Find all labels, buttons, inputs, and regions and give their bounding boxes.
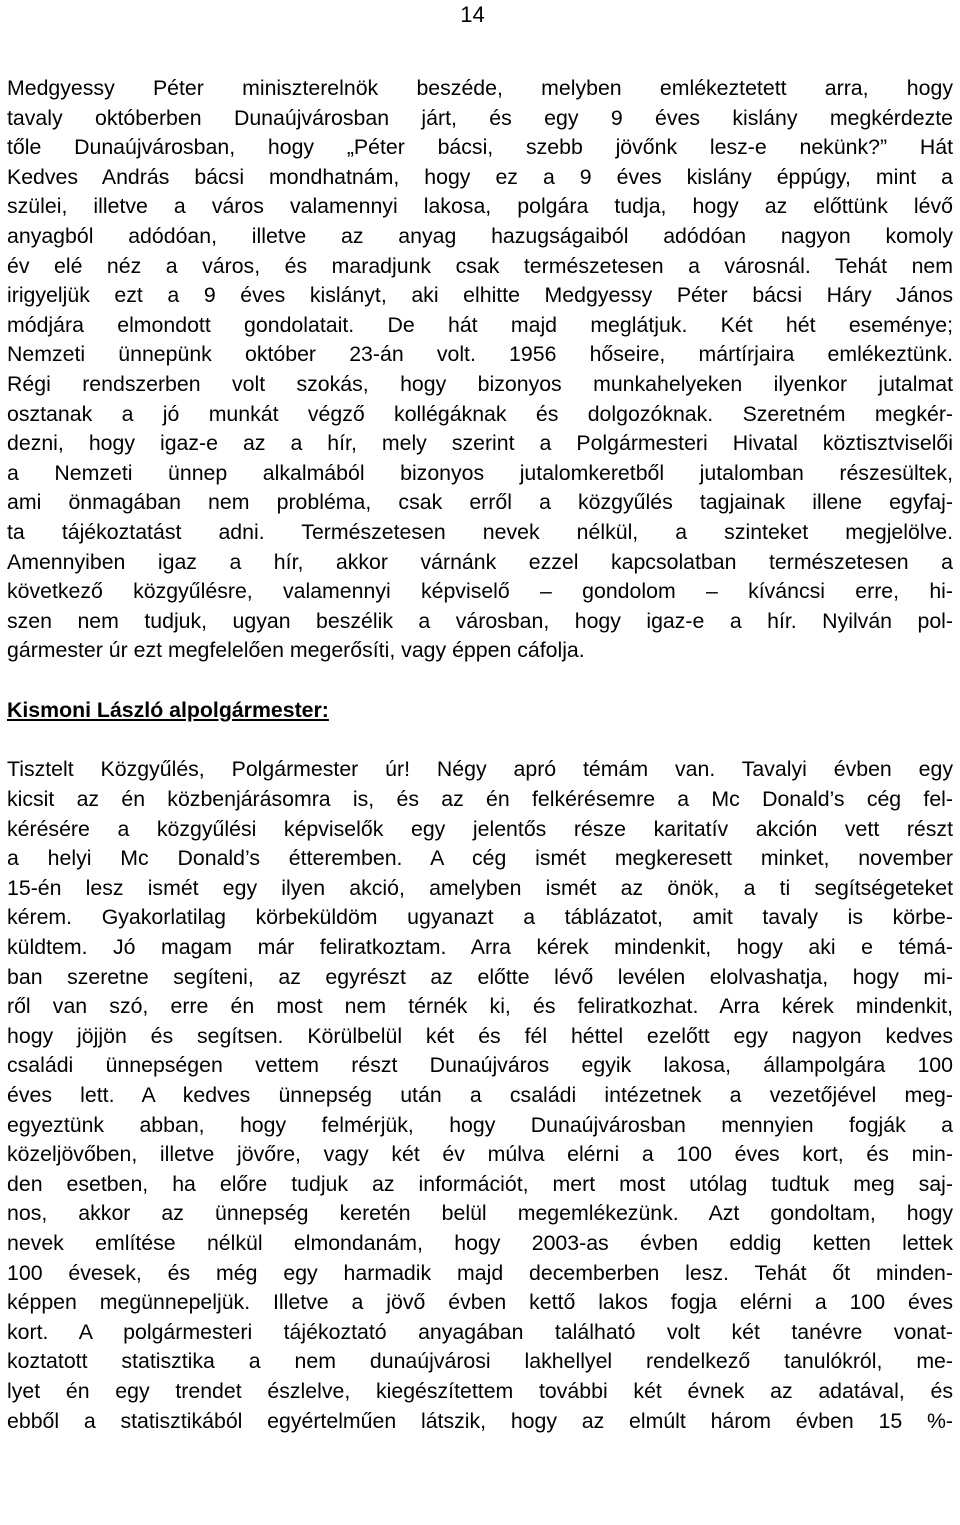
text-line: szülei, illetve a város valamennyi lakosa, polgára tudja, hogy az előttünk lévő [7,194,953,219]
text-line: ami önmagában nem probléma, csak erről a közgyűlés tagjainak illene egyfaj- [7,490,953,515]
text-line: egyeztünk abban, hogy felmérjük, hogy Dunaújvárosban mennyien fogják a [7,1112,953,1137]
text-line: következő közgyűlésre, valamennyi képviselő – gondolom – kíváncsi erre, hi- [7,579,953,604]
text-line: év elé néz a város, és maradjunk csak természetesen a városnál. Tehát nem [7,253,953,278]
text-line: kérem. Gyakorlatilag körbeküldöm ugyanazt a táblázatot, amit tavaly is körbe- [7,905,953,930]
speaker-heading: Kismoni László alpolgármester: [7,697,329,722]
text-line: Kedves András bácsi mondhatnám, hogy ez a 9 éves kislány éppúgy, mint a [7,164,953,189]
text-line: a helyi Mc Donald’s étteremben. A cég ismét megkeresett minket, november [7,846,953,871]
paragraph-medgyessy-speech [7,74,953,666]
text-line: Nemzeti ünnepünk október 23-án volt. 1956 hőseire, mártírjaira emlékeztünk. [7,342,953,367]
text-line: nos, akkor az ünnepség keretén belül megemlékezünk. Azt gondoltam, hogy [7,1201,953,1226]
text-line: anyagból adódóan, illetve az anyag hazugságaiból adódóan nagyon komoly [7,223,953,248]
text-line: osztanak a jó munkát végző kollégáknak és dolgozóknak. Szeretném megkér- [7,401,953,426]
text-line: kort. A polgármesteri tájékoztató anyagában található volt két tanévre vonat- [7,1319,953,1344]
text-line: szen nem tudjuk, ugyan beszélik a városban, hogy igaz-e a hír. Nyilván pol- [7,608,953,633]
text-line: módjára elmondott gondolatait. De hát majd meglátjuk. Két hét eseménye; [7,312,953,337]
text-line: ta tájékoztatást adni. Természetesen nevek nélkül, a szinteket megjelölve. [7,519,953,544]
text-line: Medgyessy Péter miniszterelnök beszéde, melyben emlékeztetett arra, hogy [7,76,953,100]
text-line: Tisztelt Közgyűlés, Polgármester úr! Négy apró témám van. Tavalyi évben egy [7,757,953,782]
text-line: 15-én lesz ismét egy ilyen akció, amelyben ismét az önök, a ti segítségeteket [7,875,953,900]
text-line: családi ünnepségen vettem részt Dunaújváros egyik lakosa, állampolgára 100 [7,1053,953,1078]
text-line: ebből a statisztikából egyértelműen látszik, hogy az elmúlt három évben 15 %- [7,1408,953,1433]
text-line: ban szeretne segíteni, az egyrészt az előtte lévő levélen elolvashatja, hogy mi- [7,964,953,989]
text-line: hogy jöjjön és segítsen. Körülbelül két és fél héttel ezelőtt egy nagyon kedves [7,1023,953,1048]
text-line: ről van szó, erre én most nem térnék ki, és feliratkozhat. Arra kérek mindenkit, [7,994,953,1019]
text-line: küldtem. Jó magam már feliratkoztam. Arra kérek mindenkit, hogy aki e témá- [7,935,953,960]
text-line: a Nemzeti ünnep alkalmából bizonyos jutalomkeretből jutalomban részesültek, [7,460,953,485]
text-line: Amennyiben igaz a hír, akkor várnánk ezzel kapcsolatban természetesen a [7,549,953,574]
text-line: 100 évesek, és még egy harmadik majd decemberben lesz. Tehát őt minden- [7,1260,953,1285]
document-body [7,74,953,1436]
text-line: közeljövőben, illetve jövőre, vagy két év múlva elérni a 100 éves kort, és min- [7,1142,953,1167]
text-line: lyet én egy trendet észlelve, kiegészítettem további két évnek az adatával, és [7,1378,953,1403]
text-line: den esetben, ha előre tudjuk az információt, mert most utólag tudtuk meg saj- [7,1171,953,1196]
text-line: koztatott statisztika a nem dunaújvárosi lakhellyel rendelkező tanulókról, me- [7,1349,953,1374]
page-number: 14 [460,2,485,27]
text-line: dezni, hogy igaz-e az a hír, mely szerint a Polgármesteri Hivatal köztisztviselői [7,431,953,456]
text-line: nevek említése nélkül elmondanám, hogy 2003-as évben eddig ketten lettek [7,1230,953,1255]
text-line: éves lett. A kedves ünnepség után a családi intézetnek a vezetőjével meg- [7,1083,953,1107]
text-line: kérésére a közgyűlési képviselők egy jelentős része karitatív akción vett részt [7,816,953,841]
text-line: gármester úr ezt megfelelően megerősíti, vagy éppen cáfolja. [7,638,585,663]
text-line: tőle Dunaújvárosban, hogy „Péter bácsi, szebb jövőnk lesz-e nekünk?” Hát [7,135,953,160]
text-line: képpen megünnepeljük. Illetve a jövő évben kettő lakos fogja elérni a 100 éves [7,1290,953,1315]
text-line: irigyeljük ezt a 9 éves kislányt, aki elhitte Medgyessy Péter bácsi Háry János [7,283,953,308]
paragraph-kismoni-speech [7,755,953,1436]
text-line: kicsit az én közbenjárásomra is, és az én felkérésemre a Mc Donald’s cég fel- [7,787,953,812]
text-line: tavaly októberben Dunaújvárosban járt, és egy 9 éves kislány megkérdezte [7,105,953,130]
text-line: Régi rendszerben volt szokás, hogy bizonyos munkahelyeken ilyenkor jutalmat [7,371,953,396]
